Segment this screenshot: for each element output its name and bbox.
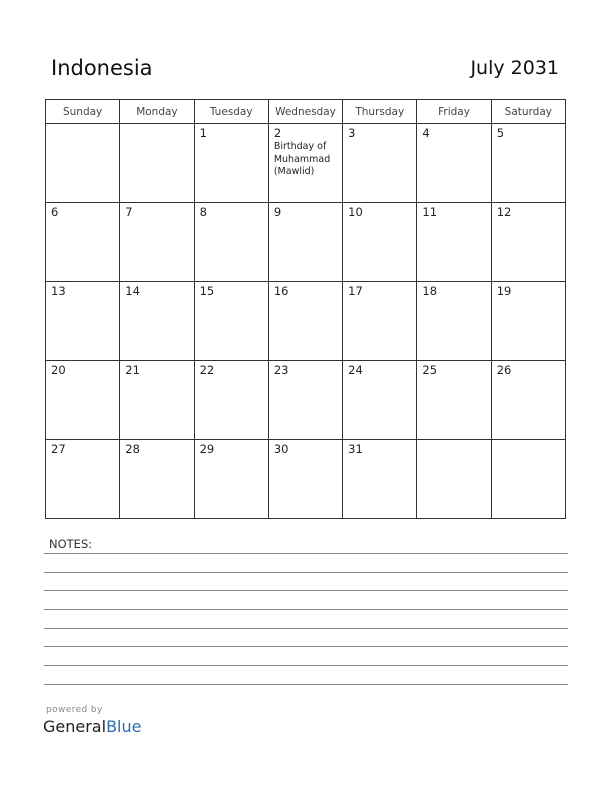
day-cell (46, 282, 120, 361)
month-title: July 2031 (470, 57, 559, 79)
day-number: 24 (348, 363, 363, 377)
day-cell (268, 440, 342, 519)
day-number: 28 (125, 442, 140, 456)
day-cell (268, 203, 342, 282)
holiday-event: Birthday of Muhammad (Mawlid) (273, 141, 331, 177)
day-cell (194, 203, 268, 282)
brand-general: General (43, 717, 107, 736)
day-number: 27 (51, 442, 66, 456)
day-number: 30 (273, 442, 289, 456)
day-cell (194, 361, 268, 440)
day-cell (343, 203, 417, 282)
day-number: 6 (51, 205, 59, 219)
day-number: 5 (496, 126, 505, 140)
day-number: 21 (125, 363, 140, 377)
weekday-tuesday: Tuesday (194, 100, 268, 124)
day-cell (46, 361, 120, 440)
day-cell (120, 440, 194, 519)
note-line (44, 684, 568, 685)
note-line (44, 646, 568, 647)
country-title: Indonesia (51, 56, 153, 80)
day-cell (268, 124, 342, 203)
note-line (44, 665, 568, 666)
weekday-friday: Friday (417, 100, 491, 124)
day-number: 14 (125, 284, 140, 298)
day-cell (120, 203, 194, 282)
day-cell (417, 282, 491, 361)
day-number: 17 (348, 284, 363, 298)
day-number: 11 (422, 205, 438, 219)
day-number: 23 (273, 363, 289, 377)
day-cell (343, 440, 417, 519)
day-cell (120, 124, 194, 203)
day-cell (417, 440, 491, 519)
day-cell (46, 124, 120, 203)
day-number: 10 (348, 205, 363, 219)
brand-logo (43, 717, 141, 736)
day-cell (120, 361, 194, 440)
week-row (46, 203, 566, 282)
day-number: 3 (348, 126, 356, 140)
day-cell (491, 440, 565, 519)
day-cell (46, 440, 120, 519)
day-cell (417, 203, 491, 282)
week-row (46, 124, 566, 203)
day-cell (194, 124, 268, 203)
day-number: 8 (199, 205, 207, 219)
day-cell (343, 361, 417, 440)
day-cell (491, 124, 565, 203)
day-number: 20 (51, 363, 66, 377)
day-cell (120, 282, 194, 361)
day-number: 25 (422, 363, 438, 377)
notes-label: NOTES: (49, 537, 93, 551)
note-line (44, 609, 568, 610)
weekday-header-row (46, 100, 566, 124)
weekday-monday: Monday (120, 100, 194, 124)
day-cell (343, 282, 417, 361)
day-number: 2 (273, 126, 282, 140)
day-number: 19 (496, 284, 512, 298)
day-cell (268, 282, 342, 361)
day-number: 12 (496, 205, 512, 219)
day-cell (417, 361, 491, 440)
day-number: 22 (199, 363, 215, 377)
week-row (46, 282, 566, 361)
day-cell (268, 361, 342, 440)
day-cell (491, 282, 565, 361)
weekday-sunday: Sunday (46, 100, 120, 124)
day-number: 15 (199, 284, 215, 298)
day-cell (46, 203, 120, 282)
week-row (46, 361, 566, 440)
week-row (46, 440, 566, 519)
day-number: 31 (348, 442, 363, 456)
calendar-grid (45, 99, 566, 519)
note-line (44, 590, 568, 591)
day-cell (491, 361, 565, 440)
day-cell (343, 124, 417, 203)
day-number: 9 (273, 205, 282, 219)
day-number: 4 (422, 126, 430, 140)
day-number: 18 (422, 284, 438, 298)
weekday-wednesday: Wednesday (268, 100, 342, 124)
day-number: 26 (496, 363, 512, 377)
day-cell (194, 282, 268, 361)
weekday-thursday: Thursday (343, 100, 417, 124)
note-line (44, 553, 568, 554)
day-cell (491, 203, 565, 282)
day-number: 7 (125, 205, 133, 219)
weekday-saturday: Saturday (491, 100, 565, 124)
powered-by-text: powered by (46, 705, 103, 715)
day-number: 29 (199, 442, 215, 456)
brand-blue: Blue (106, 717, 142, 736)
day-number: 13 (51, 284, 66, 298)
note-line (44, 572, 568, 573)
day-number: 1 (199, 126, 207, 140)
day-cell (417, 124, 491, 203)
day-cell (194, 440, 268, 519)
day-number: 16 (273, 284, 289, 298)
note-line (44, 628, 568, 629)
